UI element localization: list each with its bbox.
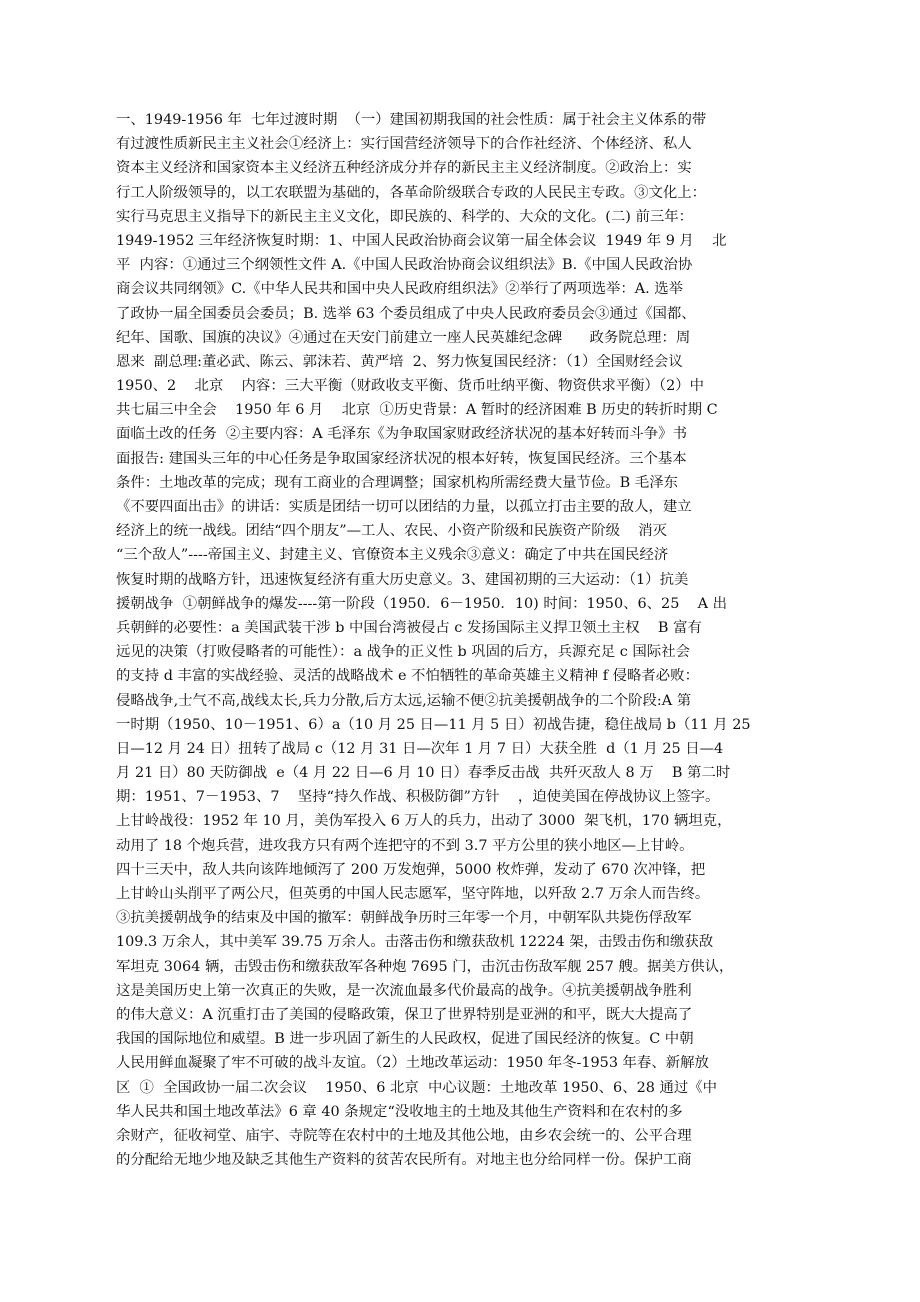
text-line: 的分配给无地少地及缺乏其他生产资料的贫苦农民所有。对地主也分给同样一份。保护工商	[116, 1152, 692, 1169]
text-line: 日—12 月 24 日）扭转了战局 c（12 月 31 日—次年 1 月 7 日）大获全胜 d（1 月 25 日—4	[116, 740, 724, 757]
text-line: 面临土改的任务 ②主要内容：A 毛泽东《为争取国家财政经济状况的基本好转而斗争》书	[116, 426, 687, 443]
text-line: 军坦克 3064 辆，击毁击伤和缴获敌军各种炮 7695 门，击沉击伤敌军舰 257 艘。据美方供认，	[116, 958, 734, 975]
text-line: 商会议共同纲领》C.《中华人民共和国中央人民政府组织法》②举行了两项选举：A. 选举	[116, 281, 684, 298]
text-line: 恢复时期的战略方针，迅速恢复经济有重大历史意义。3、建国初期的三大运动：（1）抗美	[116, 571, 689, 588]
text-line: 上甘岭战役：1952 年 10 月，美伪军投入 6 万人的兵力，出动了 3000 架飞机，170 辆坦克，	[116, 813, 732, 830]
text-line: 纪年、国歌、国旗的决议》④通过在天安门前建立一座人民英雄纪念碑 政务院总理：周	[116, 329, 691, 346]
text-line: 人民用鲜血凝聚了牢不可破的战斗友谊。（2）土地改革运动：1950 年冬-1953 年春、新解放	[116, 1055, 709, 1072]
text-line: 的伟大意义：A 沉重打击了美国的侵略政策，保卫了世界特别是亚洲的和平，既大大提高了	[116, 1006, 693, 1023]
text-line: 实行马克思主义指导下的新民主主义文化，即民族的、科学的、大众的文化。(二) 前三年：	[116, 208, 694, 225]
text-line: 远见的决策（打败侵略者的可能性）：a 战争的正义性 b 巩固的后方，兵源充足 c 国际社会	[116, 644, 690, 661]
text-line: 有过渡性质新民主主义社会①经济上：实行国营经济领导下的合作社经济、个体经济、私人	[116, 136, 692, 153]
text-line: 区 ① 全国政协一届二次会议 1950、6 北京 中心议题：土地改革 1950、6、28 通过《中	[116, 1079, 718, 1096]
text-line: 一时期（1950、10－1951、6）a（10 月 25 日—11 月 5 日）初战告捷，稳住战局 b（11 月 25	[116, 716, 751, 733]
text-line: 了政协一届全国委员会委员；B. 选举 63 个委员组成了中央人民政府委员会③通过《国都、	[116, 305, 696, 322]
text-line: ③抗美援朝战争的结束及中国的撤军：朝鲜战争历时三年零一个月，中朝军队共毙伤俘敌军	[116, 910, 692, 927]
text-line: 援朝战争 ①朝鲜战争的爆发----第一阶段（1950．6－1950．10) 时间：1950、6、25 A 出	[116, 595, 728, 612]
text-line: 兵朝鲜的必要性：a 美国武装干涉 b 中国台湾被侵占 c 发扬国际主义捍卫领土主权 B 富有	[116, 619, 702, 636]
text-line: 华人民共和国土地改革法》6 章 40 条规定“没收地主的土地及其他生产资料和在农村的多	[116, 1103, 683, 1120]
text-line: 余财产，征收祠堂、庙宇、寺院等在农村中的土地及其他公地，由乡农会统一的、公平合理	[116, 1127, 692, 1144]
text-line: 经济上的统一战线。团结“四个朋友”—工人、农民、小资产阶级和民族资产阶级 消灭	[116, 523, 668, 540]
text-line: 平 内容：①通过三个纲领性文件 A.《中国人民政治协商会议组织法》B.《中国人民政治协	[116, 257, 693, 274]
text-line: 我国的国际地位和威望。B 进一步巩固了新生的人民政权，促进了国民经济的恢复。C 中朝	[116, 1031, 694, 1048]
text-line: 侵略战争,士气不高,战线太长,兵力分散,后方太远,运输不便②抗美援朝战争的二个阶段:A 第	[116, 692, 692, 709]
text-line: 109.3 万余人，其中美军 39.75 万余人。击落击伤和缴获敌机 12224 架，击毁击伤和缴获敌	[116, 934, 714, 951]
text-line: 期：1951、7－1953、7 坚持“持久作战、积极防御”方针 ，迫使美国在停战协议上签字。	[116, 789, 720, 806]
text-line: 的支持 d 丰富的实战经验、灵活的战略战术 e 不怕牺牲的革命英雄主义精神 f 侵略者必败：	[116, 668, 699, 685]
text-line: “三个敌人”----帝国主义、封建主义、官僚资本主义残余③意义：确定了中共在国民经济	[116, 547, 669, 564]
text-line: 条件：土地改革的完成；现有工商业的合理调整；国家机构所需经费大量节俭。B 毛泽东	[116, 474, 678, 491]
text-line: 共七届三中全会 1950 年 6 月 北京 ①历史背景：A 暂时的经济困难 B 历史的转折时期 C	[116, 402, 718, 419]
text-line: 这是美国历史上第一次真正的失败，是一次流血最多代价最高的战争。④抗美援朝战争胜利	[116, 982, 692, 999]
text-line: 1949-1952 三年经济恢复时期：1、中国人民政治协商会议第一届全体会议 1949 年 9 月 北	[116, 232, 727, 249]
text-line: 恩来 副总理:董必武、陈云、郭沫若、黄严培 2、努力恢复国民经济：（1）全国财经会议	[116, 353, 683, 370]
text-line: 四十三天中，敌人共向该阵地倾泻了 200 万发炮弹，5000 枚炸弹，发动了 670 次冲锋，把	[116, 861, 706, 878]
text-line: 1950、2 北京 内容：三大平衡（财政收支平衡、货币吐纳平衡、物资供求平衡）（2）中	[116, 378, 705, 395]
text-line: 面报告: 建国头三年的中心任务是争取国家经济状况的根本好转，恢复国民经济。三个基本	[116, 450, 687, 467]
text-line: 资本主义经济和国家资本主义经济五种经济成分并存的新民主主义经济制度。②政治上：实	[116, 160, 692, 177]
text-line: 《不要四面出击》的讲话：实质是团结一切可以团结的力量，以孤立打击主要的敌人，建立	[116, 499, 692, 515]
text-line: 动用了 18 个炮兵营，进攻我方只有两个连把守的不到 3.7 平方公里的狭小地区—上甘岭。	[116, 837, 694, 854]
text-line: 月 21 日）80 天防御战 e（4 月 22 日—6 月 10 日）春季反击战 共歼灭敌人 8 万 B 第二时	[116, 765, 731, 782]
text-line: 一、1949-1956 年 七年过渡时期 （一）建国初期我国的社会性质：属于社会主义体系的带	[116, 112, 707, 128]
text-line: 行工人阶级领导的，以工农联盟为基础的，各革命阶级联合专政的人民民主专政。③文化上：	[116, 184, 707, 201]
document-body	[116, 108, 810, 1172]
text-line: 上甘岭山头削平了两公尺，但英勇的中国人民志愿军，坚守阵地，以歼敌 2.7 万余人而告终。	[116, 886, 710, 902]
